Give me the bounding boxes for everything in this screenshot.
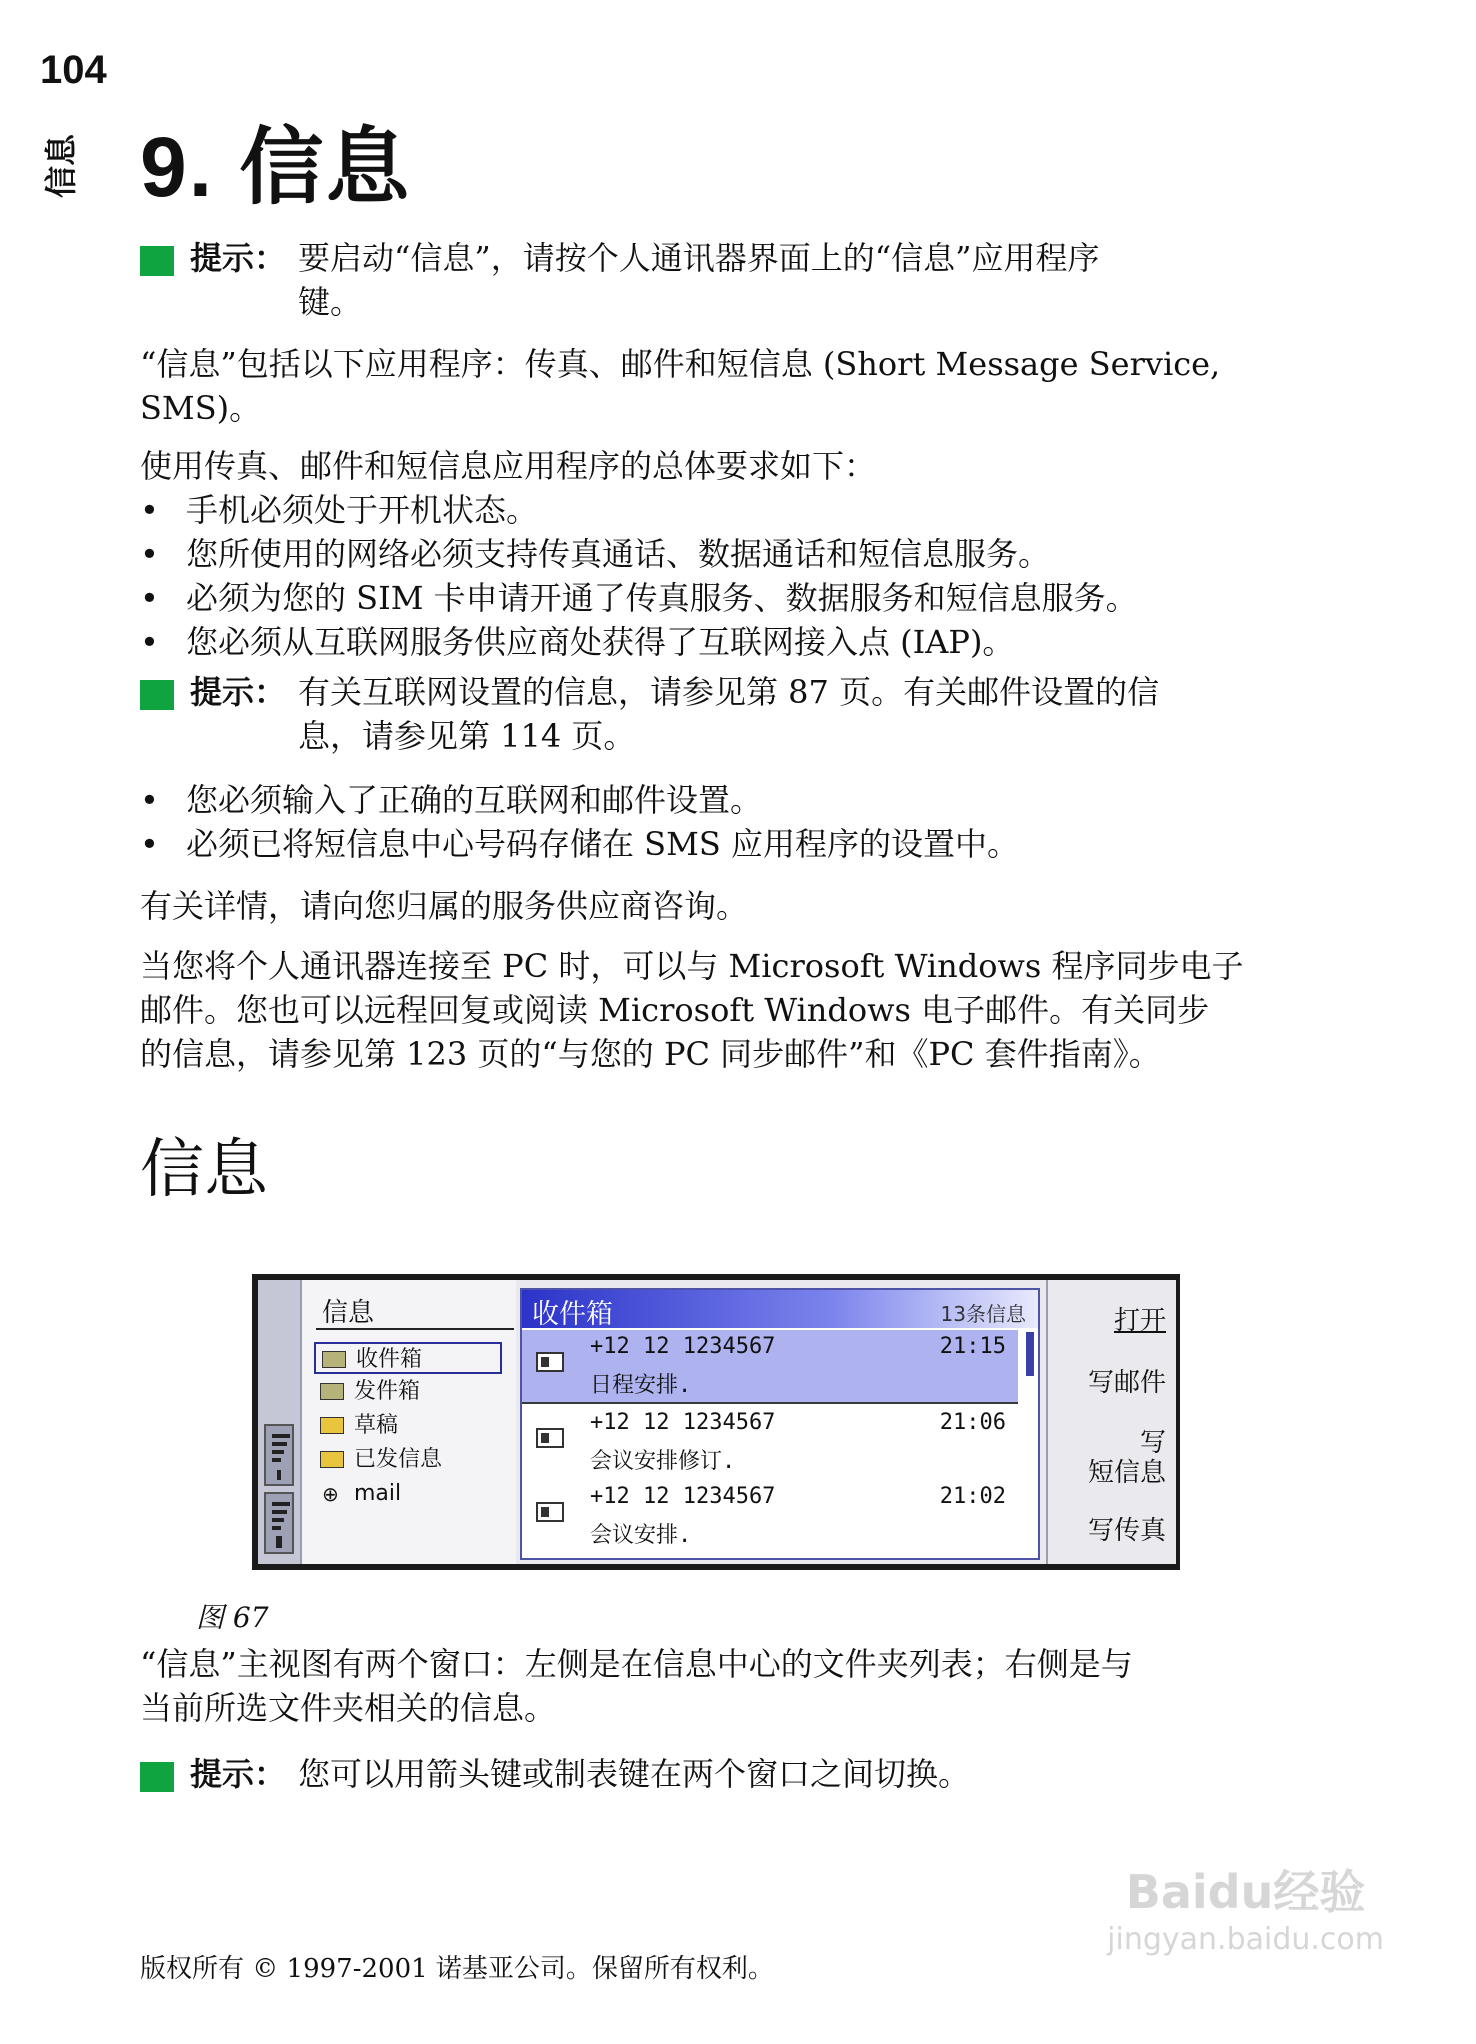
paragraph-line: SMS)。: [140, 389, 262, 427]
list-item: • 必须为您的 SIM 卡申请开通了传真服务、数据服务和短信息服务。: [140, 576, 1320, 620]
message-row[interactable]: [522, 1480, 1018, 1552]
folder-icon: [320, 1451, 344, 1468]
tip-square-icon: [140, 246, 174, 276]
folder-pane-title: 信息: [322, 1298, 375, 1328]
signal-strength-icon: [264, 1424, 294, 1486]
status-strip: [258, 1280, 302, 1564]
page-number: 104: [40, 48, 107, 92]
sms-message-icon: [536, 1502, 564, 1522]
folder-pane: [302, 1280, 516, 1564]
button-label: 短信息: [1087, 1458, 1166, 1488]
divider: [316, 1328, 514, 1330]
paragraph-main-view: [140, 1642, 1320, 1730]
message-row[interactable]: [522, 1330, 1018, 1404]
tip-label: 提示：: [190, 239, 287, 277]
tip-text-line: 您可以用箭头键或制表键在两个窗口之间切换。: [298, 1755, 971, 1793]
message-list-title: 收件箱: [532, 1299, 613, 1330]
side-chapter-label: 信息: [42, 133, 80, 198]
folder-label: mail: [354, 1481, 402, 1506]
button-label: 写: [1139, 1428, 1166, 1458]
paragraph-requirements: 使用传真、邮件和短信息应用程序的总体要求如下：: [140, 447, 877, 485]
folder-label: 已发信息: [354, 1447, 443, 1472]
tip-text-line: 键。: [298, 283, 363, 321]
paragraph-details: 有关详情，请向您归属的服务供应商咨询。: [140, 887, 749, 925]
message-subject: 日程安排.: [590, 1373, 692, 1398]
tip-square-icon: [140, 680, 174, 710]
paragraph-sync: [140, 944, 1320, 1076]
message-time: 21:02: [939, 1484, 1006, 1509]
tip-block-2: [140, 670, 1320, 758]
message-row[interactable]: [522, 1406, 1018, 1478]
tip-text-line: 有关互联网设置的信息，请参见第 87 页。有关邮件设置的信: [298, 673, 1160, 711]
paragraph-line: 当前所选文件夹相关的信息。: [140, 1689, 557, 1727]
folder-label: 收件箱: [356, 1347, 423, 1372]
message-subject: 会议安排修订.: [590, 1449, 736, 1474]
write-mail-button[interactable]: 写邮件: [1087, 1368, 1166, 1398]
folder-sent[interactable]: [314, 1444, 504, 1476]
write-sms-button[interactable]: [1088, 1428, 1166, 1488]
tip-block-3: [140, 1752, 1320, 1796]
message-sender: +12 12 1234567: [590, 1410, 776, 1435]
figure-caption: 图 67: [196, 1601, 269, 1634]
section-title: 信息: [140, 1133, 268, 1207]
open-button[interactable]: 打开: [1113, 1306, 1166, 1336]
message-count: 13条信息: [940, 1302, 1026, 1326]
message-sender: +12 12 1234567: [590, 1484, 776, 1509]
tip-label: 提示：: [190, 1755, 287, 1793]
baidu-jingyan-watermark: [1107, 1865, 1384, 1964]
paragraph-line: 的信息，请参见第 123 页的“与您的 PC 同步邮件”和《PC 套件指南》。: [140, 1035, 1161, 1073]
list-item: • 手机必须处于开机状态。: [140, 488, 1320, 532]
message-list-header: [522, 1290, 1038, 1328]
list-item: • 您所使用的网络必须支持传真通话、数据通话和短信息服务。: [140, 532, 1320, 576]
folder-inbox[interactable]: [314, 1342, 502, 1374]
folder-drafts[interactable]: [314, 1410, 504, 1442]
folder-label: 发件箱: [354, 1379, 421, 1404]
copyright-footer: 版权所有 © 1997-2001 诺基亚公司。保留所有权利。: [140, 1954, 774, 1984]
folder-outbox[interactable]: [314, 1376, 504, 1408]
requirements-list: [140, 488, 1320, 664]
mailbox-icon: ⊕: [322, 1482, 339, 1506]
watermark-url: jingyan.baidu.com: [1107, 1922, 1384, 1957]
message-time: 21:15: [939, 1334, 1006, 1359]
tip-text-line: 息，请参见第 114 页。: [298, 717, 636, 755]
paragraph-line: 当您将个人通讯器连接至 PC 时，可以与 Microsoft Windows 程序同步电子: [140, 947, 1244, 985]
watermark-brand: Baidu经验: [1125, 1865, 1366, 1919]
paragraph-intro: [140, 342, 1320, 430]
write-fax-button[interactable]: 写传真: [1087, 1516, 1166, 1546]
sms-message-icon: [536, 1428, 564, 1448]
list-item: • 您必须从互联网服务供应商处获得了互联网接入点 (IAP)。: [140, 620, 1320, 664]
tip-square-icon: [140, 1762, 174, 1792]
tip-text-line: 要启动“信息”，请按个人通讯器界面上的“信息”应用程序: [298, 239, 1100, 277]
tip-block-1: [140, 236, 1320, 324]
list-item: • 必须已将短信息中心号码存储在 SMS 应用程序的设置中。: [140, 822, 1320, 866]
tip-label: 提示：: [190, 673, 287, 711]
device-screenshot: [252, 1274, 1180, 1570]
folder-label: 草稿: [354, 1413, 399, 1438]
message-time: 21:06: [939, 1410, 1006, 1435]
chapter-title: 9. 信息: [140, 120, 412, 214]
scrollbar[interactable]: [1026, 1332, 1034, 1376]
list-item: • 您必须输入了正确的互联网和邮件设置。: [140, 778, 1320, 822]
battery-level-icon: [264, 1492, 294, 1554]
command-button-pane: [1046, 1280, 1176, 1564]
settings-list: [140, 778, 1320, 866]
folder-mail[interactable]: [314, 1478, 504, 1510]
inbox-tray-icon: [322, 1351, 346, 1368]
folder-icon: [320, 1417, 344, 1434]
paragraph-line: 邮件。您也可以远程回复或阅读 Microsoft Windows 电子邮件。有关同步: [140, 991, 1210, 1029]
paragraph-line: “信息”包括以下应用程序：传真、邮件和短信息 (Short Message Service,: [140, 345, 1221, 383]
device-screen: [258, 1280, 1174, 1564]
message-list-pane: [520, 1288, 1040, 1560]
message-subject: 会议安排.: [590, 1523, 692, 1548]
outbox-tray-icon: [320, 1383, 344, 1400]
paragraph-line: “信息”主视图有两个窗口：左侧是在信息中心的文件夹列表；右侧是与: [140, 1645, 1133, 1683]
sms-message-icon: [536, 1352, 564, 1372]
message-sender: +12 12 1234567: [590, 1334, 776, 1359]
